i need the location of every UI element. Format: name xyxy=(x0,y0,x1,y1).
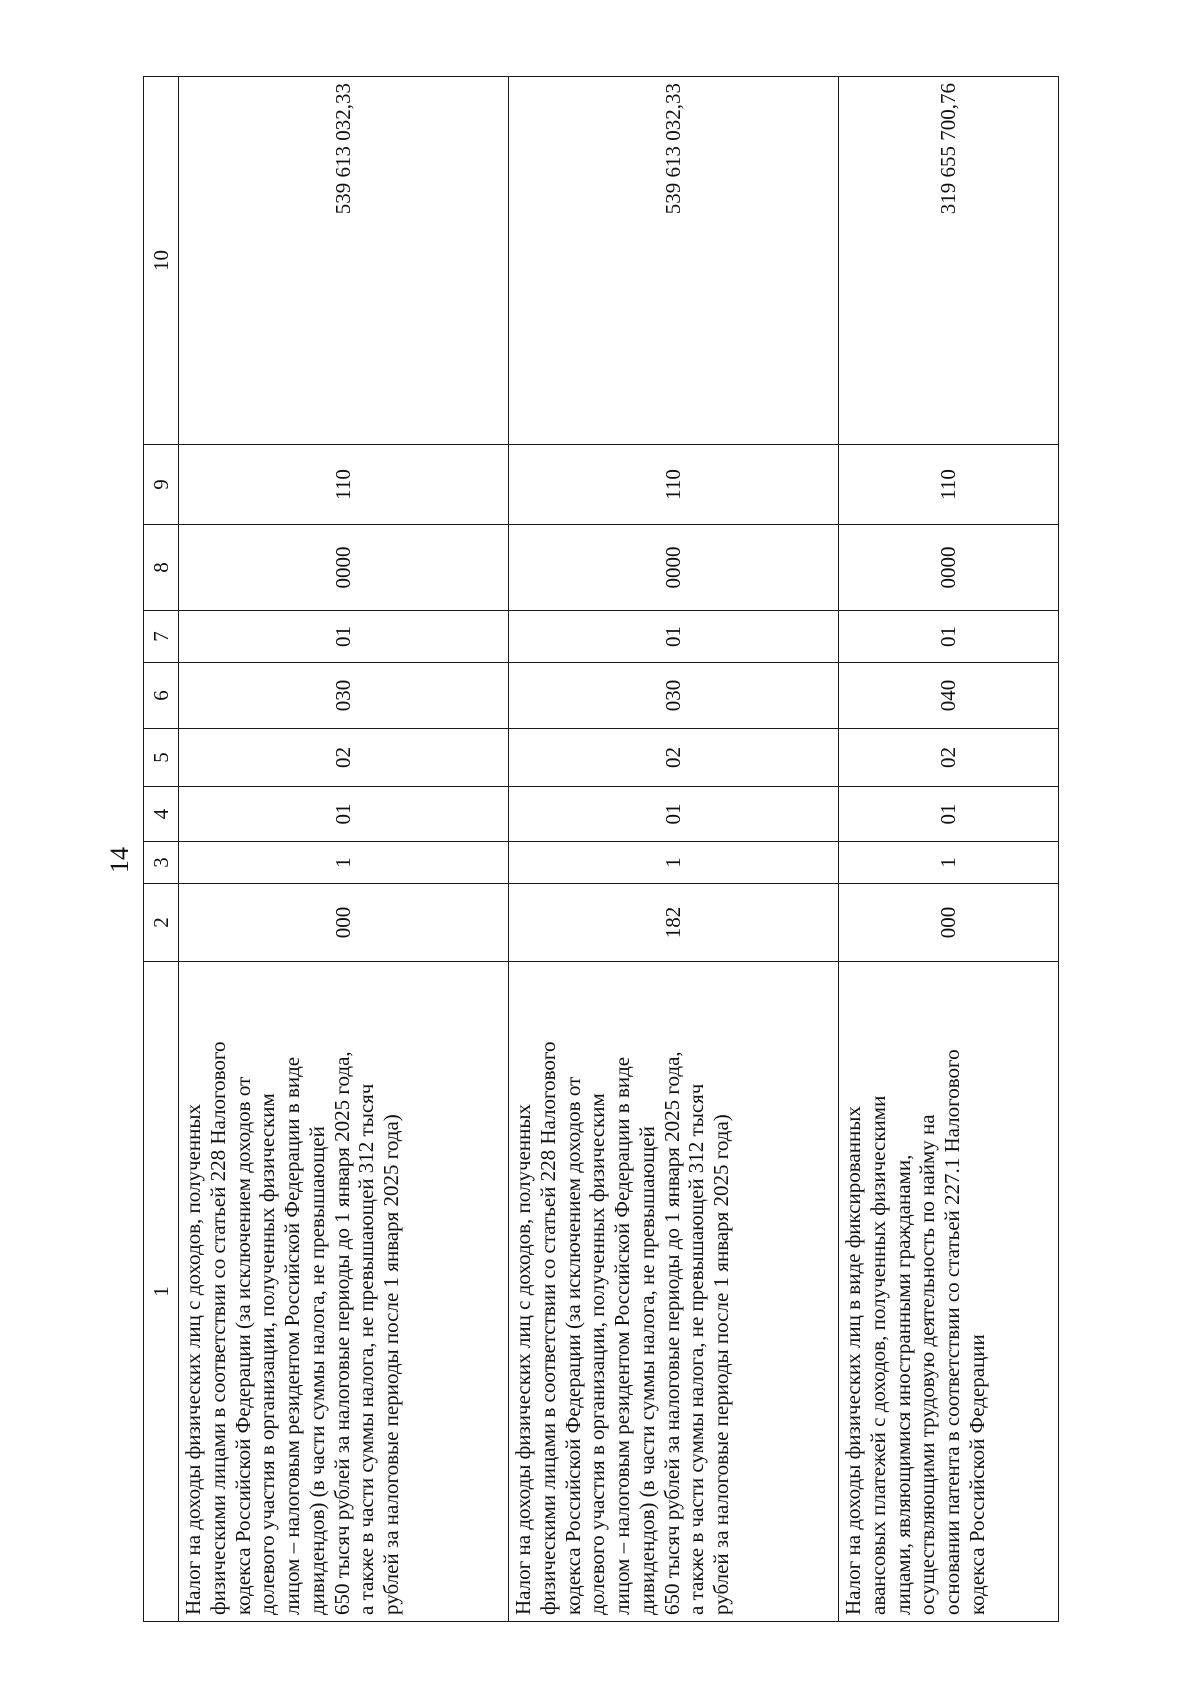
code-cell: 02 xyxy=(179,729,509,787)
code-cell: 01 xyxy=(509,787,839,842)
code-cell: 02 xyxy=(509,729,839,787)
code-cell: 01 xyxy=(839,611,1059,663)
code-cell: 01 xyxy=(839,787,1059,842)
code-cell: 1 xyxy=(839,842,1059,884)
page-number: 14 xyxy=(105,847,134,873)
row-description: Налог на доходы физических лиц с доходов, полученных физическими лицами в соответствии со статьей 228 Налогового кодекса Российской Федерации (за исключением доходов от долевого участия в организации, полученных физическим лицом – налоговым резидентом Российской Федерации в виде дивидендов) (в части суммы налога, не превышающей 650 тысяч рублей за налоговые периоды до 1 января 2025 года, а также в части суммы налога, не превышающей 312 тысяч рублей за налоговые периоды после 1 января 2025 года) xyxy=(179,962,509,1622)
code-cell: 02 xyxy=(839,729,1059,787)
code-cell: 000 xyxy=(179,884,509,962)
column-header: 4 xyxy=(144,787,179,842)
code-cell: 1 xyxy=(179,842,509,884)
code-cell: 110 xyxy=(509,445,839,525)
column-header: 8 xyxy=(144,525,179,611)
code-cell: 000 xyxy=(839,884,1059,962)
budget-table xyxy=(143,76,1059,1622)
code-cell: 1 xyxy=(509,842,839,884)
code-cell: 110 xyxy=(839,445,1059,525)
code-cell: 01 xyxy=(179,611,509,663)
column-header: 1 xyxy=(144,962,179,1622)
table-row xyxy=(509,77,839,1622)
code-cell: 01 xyxy=(509,611,839,663)
row-description: Налог на доходы физических лиц в виде фиксированных авансовых платежей с доходов, полученных физическими лицами, являющимися иностранными гражданами, осуществляющими трудовую деятельность по найму на основании патента в соответствии со статьей 227.1 Налогового кодекса Российской Федерации xyxy=(839,962,1059,1622)
code-cell: 110 xyxy=(179,445,509,525)
column-header: 9 xyxy=(144,445,179,525)
column-header-row xyxy=(144,77,179,1622)
column-header: 7 xyxy=(144,611,179,663)
code-cell: 182 xyxy=(509,884,839,962)
amount-cell: 539 613 032,33 xyxy=(179,77,509,445)
code-cell: 030 xyxy=(509,663,839,729)
table-row xyxy=(179,77,509,1622)
amount-cell: 539 613 032,33 xyxy=(509,77,839,445)
row-description: Налог на доходы физических лиц с доходов, полученных физическими лицами в соответствии со статьей 228 Налогового кодекса Российской Федерации (за исключением доходов от долевого участия в организации, полученных физическим лицом – налоговым резидентом Российской Федерации в виде дивидендов) (в части суммы налога, не превышающей 650 тысяч рублей за налоговые периоды до 1 января 2025 года, а также в части суммы налога, не превышающей 312 тысяч рублей за налоговые периоды после 1 января 2025 года) xyxy=(509,962,839,1622)
column-header: 2 xyxy=(144,884,179,962)
column-header: 6 xyxy=(144,663,179,729)
rotated-page-content xyxy=(143,77,1058,1622)
code-cell: 0000 xyxy=(179,525,509,611)
code-cell: 01 xyxy=(179,787,509,842)
column-header: 10 xyxy=(144,77,179,445)
code-cell: 0000 xyxy=(509,525,839,611)
code-cell: 030 xyxy=(179,663,509,729)
column-header: 5 xyxy=(144,729,179,787)
column-header: 3 xyxy=(144,842,179,884)
amount-cell: 319 655 700,76 xyxy=(839,77,1059,445)
code-cell: 040 xyxy=(839,663,1059,729)
code-cell: 0000 xyxy=(839,525,1059,611)
table-row xyxy=(839,77,1059,1622)
